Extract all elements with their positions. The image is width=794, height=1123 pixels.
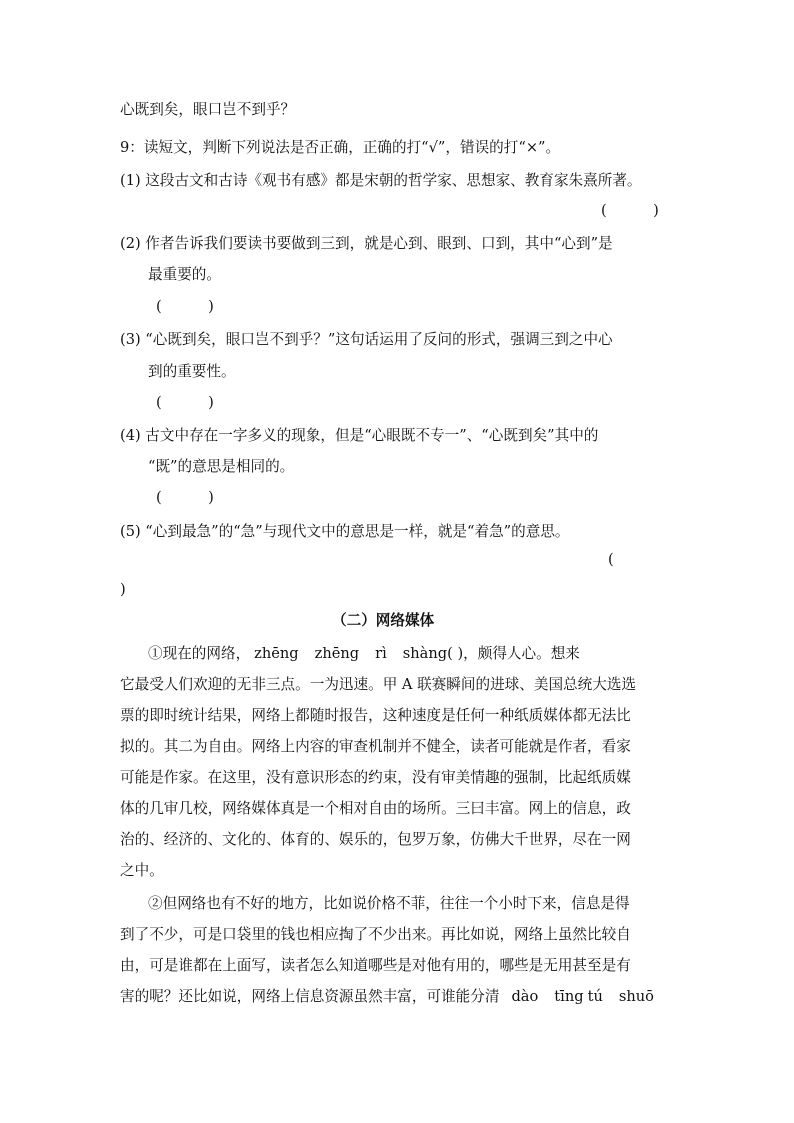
paragraph-1-line-8: 之中。 bbox=[120, 862, 164, 879]
pinyin: tīng bbox=[554, 988, 584, 1005]
statement-2-line-2: 最重要的。 bbox=[148, 266, 221, 283]
section-title: （二）网络媒体 bbox=[332, 612, 435, 629]
answer-bracket-1: ( ) bbox=[601, 202, 659, 219]
statement-2-line-1: (2) 作者告诉我们要读书要做到三到，就是心到、眼到、口到，其中“心到”是 bbox=[120, 235, 613, 252]
statement-3-line-2: 到的重要性。 bbox=[148, 363, 236, 380]
paragraph-2-line-4 bbox=[120, 987, 654, 1007]
text-line: 心既到矣，眼口岂不到乎？ bbox=[120, 101, 296, 118]
paragraph-2-line-1: ②但网络也有不好的地方，比如说价格不菲，往往一个小时下来，信息是得 bbox=[148, 895, 630, 912]
answer-bracket-4: ( ) bbox=[156, 489, 214, 506]
pinyin: dào bbox=[511, 988, 539, 1005]
paragraph-1-line-7: 治的、经济的、文化的、体育的、娱乐的，包罗万象，仿佛大千世界，尽在一网 bbox=[120, 831, 631, 848]
answer-bracket-5-close: ) bbox=[120, 581, 126, 598]
paragraph-1-line-1 bbox=[148, 644, 580, 664]
answer-bracket-2: ( ) bbox=[156, 298, 214, 315]
paragraph-2-line-3: 由，可是谁都在上面写，读者怎么知道哪些是对他有用的，哪些是无用甚至是有 bbox=[120, 957, 631, 974]
pinyin: shàng bbox=[402, 645, 448, 662]
text-run: ①现在的网络， bbox=[148, 645, 251, 662]
statement-3-line-1: (3) “心既到矣，眼口岂不到乎？”这句话运用了反问的形式，强调三到之中心 bbox=[120, 331, 613, 348]
text-run: ( )，颇得人心。想来 bbox=[447, 645, 580, 662]
paragraph-1-line-5: 可能是作家。在这里，没有意识形态的约束，没有审美情趣的强制，比起纸质媒 bbox=[120, 769, 631, 786]
statement-4-line-1: (4) 古文中存在一字多义的现象，但是“心眼既不专一”、“心既到矣”其中的 bbox=[120, 427, 599, 444]
statement-5: (5) “心到最急”的“急”与现代文中的意思是一样，就是“着急”的意思。 bbox=[120, 523, 570, 540]
pinyin: zhēng bbox=[314, 645, 360, 662]
answer-bracket-5-open: ( bbox=[608, 551, 614, 568]
pinyin: rì bbox=[375, 645, 387, 662]
paragraph-1-line-2: 它最受人们欢迎的无非三点。一为迅速。甲 A 联赛瞬间的进球、美国总统大选选 bbox=[120, 676, 637, 693]
answer-bracket-3: ( ) bbox=[156, 394, 214, 411]
text-run: 害的呢？还比如说，网络上信息资源虽然丰富，可谁能分清 bbox=[120, 988, 500, 1005]
question-9-header: 9：读短文，判断下列说法是否正确，正确的打“√”，错误的打“×”。 bbox=[120, 139, 561, 156]
statement-1: (1) 这段古文和古诗《观书有感》都是宋朝的哲学家、思想家、教育家朱熹所著。 bbox=[120, 172, 642, 189]
paragraph-1-line-3: 票的即时统计结果，网络上都随时报告，这种速度是任何一种纸质媒体都无法比 bbox=[120, 707, 631, 724]
pinyin: zhēng bbox=[254, 645, 299, 662]
statement-4-line-2: “既”的意思是相同的。 bbox=[148, 458, 295, 475]
paragraph-2-line-2: 到了不少，可是口袋里的钱也相应掏了不少出来。再比如说，网络上虽然比较自 bbox=[120, 926, 631, 943]
paragraph-1-line-6: 体的几审几校，网络媒体真是一个相对自由的场所。三曰丰富。网上的信息，政 bbox=[120, 800, 631, 817]
paragraph-1-line-4: 拟的。其二为自由。网络上内容的审查机制并不健全，读者可能就是作者，看家 bbox=[120, 738, 631, 755]
pinyin: tú bbox=[587, 988, 603, 1005]
pinyin: shuō bbox=[618, 988, 654, 1005]
